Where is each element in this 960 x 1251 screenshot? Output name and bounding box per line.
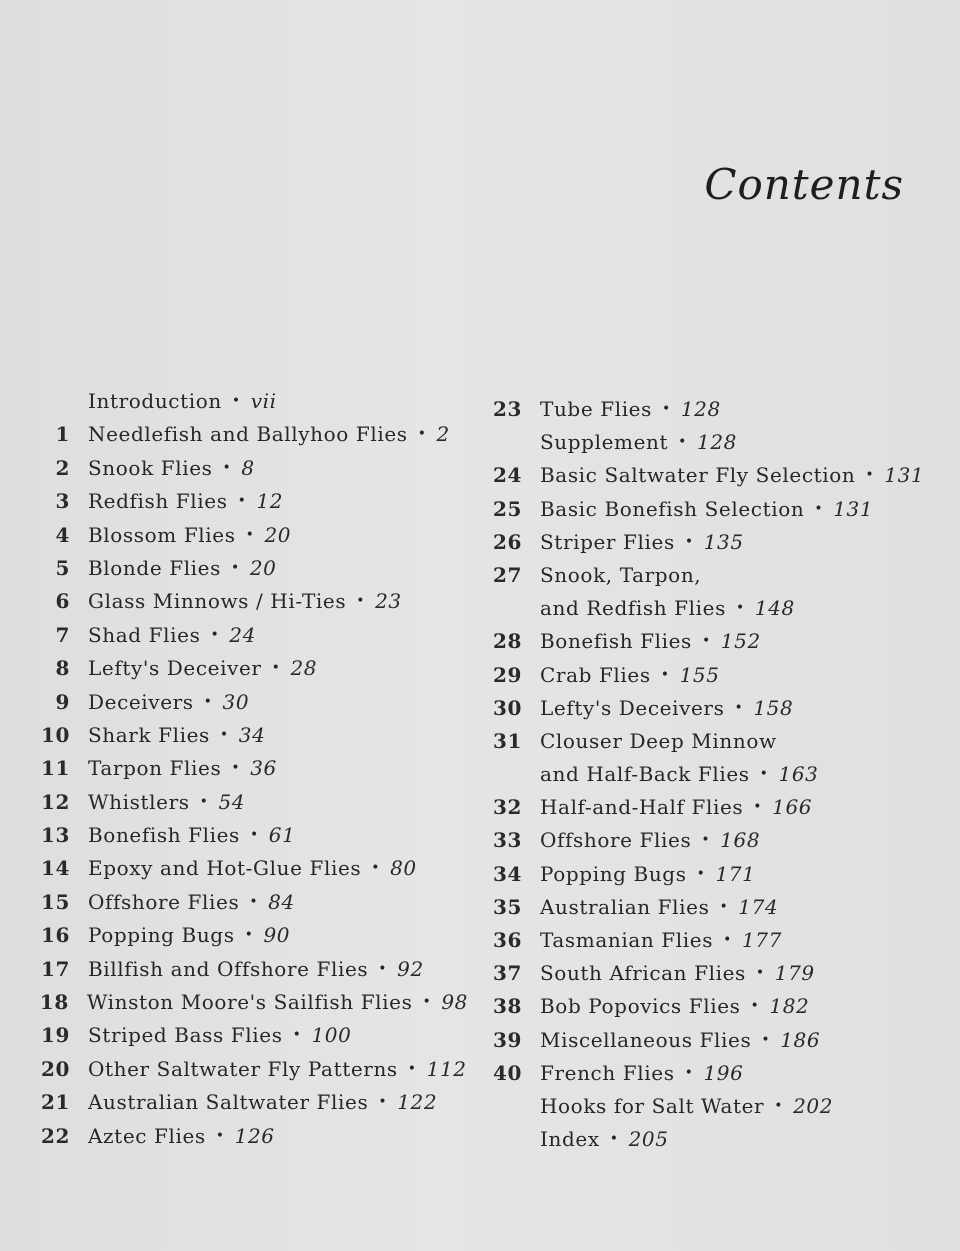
toc-entry (28, 823, 468, 856)
chapter-title: Needlefish and Ballyhoo Flies (88, 422, 408, 447)
chapter-title: French Flies (540, 1060, 675, 1085)
separator-dot: • (371, 860, 381, 877)
chapter-number: 29 (492, 662, 522, 687)
page-number: 196 (703, 1060, 744, 1085)
chapter-number: 24 (492, 463, 522, 488)
chapter-number: 8 (55, 656, 70, 681)
separator-dot: • (814, 500, 824, 517)
toc-entry (490, 629, 930, 662)
separator-dot: • (684, 1064, 694, 1081)
page-number: 122 (397, 1090, 438, 1115)
page-number: 155 (679, 662, 720, 687)
chapter-number: 19 (40, 1023, 70, 1048)
page-number: 152 (720, 629, 761, 654)
chapter-number: 27 (492, 562, 522, 587)
chapter-number: 3 (55, 489, 70, 514)
separator-dot: • (203, 693, 213, 710)
toc-entry (490, 729, 930, 762)
toc-entry (490, 1127, 930, 1160)
toc-entry (28, 723, 468, 756)
chapter-number: 23 (492, 397, 522, 421)
toc-entry (28, 1090, 468, 1123)
toc-entry (490, 696, 930, 729)
separator-dot: • (753, 799, 763, 816)
separator-dot: • (378, 960, 388, 977)
separator-dot: • (199, 793, 209, 810)
toc-entry (28, 389, 468, 422)
page-number: 128 (680, 397, 721, 421)
toc-entry (28, 690, 468, 723)
toc-entry (28, 1124, 468, 1157)
page-number: 205 (628, 1127, 669, 1152)
chapter-title: and Redfish Flies (540, 596, 726, 621)
toc-entry (490, 663, 930, 696)
page-number: 90 (263, 923, 291, 948)
toc-entry (490, 497, 930, 530)
separator-dot: • (249, 893, 259, 910)
page-number: 30 (222, 689, 250, 714)
chapter-title: Epoxy and Hot-Glue Flies (88, 856, 362, 881)
chapter-number: 5 (55, 555, 70, 580)
page-number: 84 (268, 889, 295, 914)
chapter-title: Other Saltwater Fly Patterns (88, 1056, 398, 1081)
toc-entry (28, 623, 468, 656)
separator-dot: • (222, 459, 232, 476)
chapter-title: Winston Moore's Sailfish Flies (86, 990, 413, 1015)
separator-dot: • (719, 898, 729, 915)
separator-dot: • (865, 467, 875, 484)
toc-entry (28, 523, 468, 556)
chapter-title: Redfish Flies (88, 489, 228, 514)
chapter-number: 18 (39, 990, 69, 1015)
chapter-number: 7 (55, 622, 70, 647)
page-number: 135 (703, 529, 744, 554)
chapter-number: 33 (492, 828, 522, 853)
page-number: 166 (772, 795, 813, 820)
toc-entry (28, 489, 468, 522)
chapter-number: 37 (492, 961, 522, 986)
separator-dot: • (219, 726, 229, 743)
page-number: 128 (697, 430, 737, 455)
chapter-title: Introduction (88, 389, 222, 413)
chapter-title: Whistlers (88, 789, 190, 814)
page-number: 148 (754, 596, 795, 621)
toc-entry (28, 456, 468, 489)
separator-dot: • (759, 766, 769, 783)
separator-dot: • (678, 434, 687, 451)
page-number: 12 (256, 489, 284, 514)
separator-dot: • (231, 393, 241, 409)
page-number: 112 (426, 1056, 467, 1081)
chapter-title: Snook, Tarpon, (540, 562, 702, 587)
chapter-number: 28 (492, 629, 522, 654)
page-number: 100 (311, 1023, 352, 1048)
toc-entry (490, 762, 930, 795)
chapter-title: Crab Flies (540, 662, 651, 687)
chapter-number: 17 (40, 956, 70, 981)
chapter-title: Blonde Flies (88, 555, 221, 580)
page-number: 186 (780, 1027, 821, 1052)
page-number: 36 (250, 756, 277, 781)
chapter-number: 39 (492, 1027, 522, 1052)
page-number: 20 (264, 522, 292, 547)
toc-entry (490, 961, 930, 994)
toc-entry (490, 463, 930, 496)
toc-entry (490, 530, 930, 563)
chapter-number: 13 (40, 823, 70, 848)
page-number: vii (250, 389, 277, 413)
page-number: 28 (290, 656, 318, 681)
toc-entry (490, 862, 930, 895)
chapter-title: Index (540, 1127, 600, 1152)
chapter-number: 15 (40, 889, 70, 914)
separator-dot: • (735, 600, 745, 617)
separator-dot: • (210, 626, 220, 643)
chapter-number: 6 (55, 589, 70, 614)
separator-dot: • (723, 932, 732, 948)
toc-entry (490, 1094, 930, 1127)
page-number: 20 (249, 555, 277, 580)
toc-entry (28, 656, 468, 689)
toc-entry (28, 890, 468, 923)
page-number: 61 (268, 823, 296, 848)
chapter-title: Tarpon Flies (88, 756, 222, 781)
chapter-title: Half-and-Half Flies (540, 795, 744, 820)
separator-dot: • (271, 660, 281, 677)
toc-entry (490, 397, 930, 430)
separator-dot: • (701, 832, 711, 849)
page-number: 80 (390, 856, 417, 881)
toc-entry (28, 756, 468, 789)
separator-dot: • (684, 533, 694, 550)
page-number: 131 (833, 496, 874, 521)
chapter-title: Billfish and Offshore Flies (88, 956, 369, 981)
separator-dot: • (696, 865, 706, 882)
separator-dot: • (422, 994, 432, 1011)
separator-dot: • (734, 699, 744, 716)
page-number: 174 (738, 894, 779, 919)
chapter-number: 2 (55, 455, 70, 480)
toc-entry (28, 856, 468, 889)
chapter-title: Popping Bugs (88, 923, 235, 948)
toc-entry (490, 596, 930, 629)
chapter-title: Offshore Flies (88, 889, 240, 914)
toc-entry (28, 957, 468, 990)
toc-entry (490, 430, 930, 463)
chapter-number: 14 (40, 856, 70, 881)
page-number: 8 (241, 455, 255, 480)
page-number: 158 (753, 695, 794, 720)
toc-entry (490, 828, 930, 861)
page-number: 179 (774, 961, 815, 986)
page-number: 131 (884, 463, 925, 488)
toc-entry (28, 1057, 468, 1090)
separator-dot: • (245, 526, 255, 543)
separator-dot: • (609, 1131, 619, 1148)
page-number: 168 (720, 828, 761, 853)
chapter-number: 26 (492, 529, 522, 554)
separator-dot: • (231, 760, 241, 777)
toc-entry (28, 589, 468, 622)
chapter-number: 22 (40, 1123, 70, 1148)
separator-dot: • (662, 401, 671, 417)
chapter-number: 12 (40, 789, 70, 814)
chapter-number: 10 (40, 722, 70, 747)
chapter-number: 30 (492, 695, 522, 720)
chapter-title: Tube Flies (540, 397, 652, 421)
toc-entry (490, 928, 930, 961)
chapter-title: South African Flies (540, 961, 746, 986)
chapter-title: Glass Minnows / Hi-Ties (88, 589, 347, 614)
page-number: 2 (436, 422, 450, 447)
chapter-title: Striped Bass Flies (88, 1023, 283, 1048)
chapter-number: 36 (492, 928, 522, 952)
toc-left-column (28, 389, 468, 1157)
chapter-title: Tasmanian Flies (540, 928, 714, 952)
chapter-title: Hooks for Salt Water (540, 1093, 765, 1118)
toc-entry (490, 1028, 930, 1061)
separator-dot: • (660, 666, 670, 683)
separator-dot: • (774, 1097, 784, 1114)
chapter-number: 32 (492, 795, 522, 820)
separator-dot: • (761, 1031, 771, 1048)
toc-entry (490, 795, 930, 828)
chapter-title: Lefty's Deceiver (88, 656, 262, 681)
page-number: 202 (793, 1093, 834, 1118)
chapter-title: Australian Flies (540, 894, 710, 919)
toc-entry (28, 790, 468, 823)
separator-dot: • (237, 493, 247, 510)
toc-entry (490, 1061, 930, 1094)
chapter-number: 1 (55, 422, 70, 447)
chapter-title: Shark Flies (88, 722, 210, 747)
page-number: 163 (778, 762, 819, 787)
chapter-number: 21 (40, 1090, 70, 1115)
chapter-title: Bonefish Flies (88, 823, 240, 848)
toc-entry (490, 895, 930, 928)
toc-entry (28, 422, 468, 455)
page-number: 92 (397, 956, 424, 981)
toc-entry (490, 563, 930, 596)
page-number: 98 (441, 990, 468, 1015)
chapter-title: Bonefish Flies (540, 629, 692, 654)
separator-dot: • (244, 927, 254, 944)
chapter-number: 4 (55, 522, 70, 547)
toc-entry (28, 990, 468, 1023)
separator-dot: • (755, 965, 765, 982)
toc-entry (490, 994, 930, 1027)
page-number: 182 (769, 994, 810, 1019)
chapter-title: Basic Bonefish Selection (540, 496, 805, 521)
chapter-title: Bob Popovics Flies (540, 994, 741, 1019)
chapter-title: Deceivers (88, 689, 194, 714)
page-number: 23 (375, 589, 402, 614)
page-number: 171 (715, 861, 756, 886)
chapter-number: 11 (40, 756, 70, 781)
chapter-number: 9 (55, 689, 70, 714)
separator-dot: • (230, 559, 240, 576)
chapter-number: 16 (40, 923, 70, 948)
page-number: 24 (229, 622, 256, 647)
chapter-title: Shad Flies (88, 622, 201, 647)
chapter-title: and Half-Back Flies (540, 762, 750, 787)
page-number: 177 (741, 928, 782, 952)
toc-entry (28, 556, 468, 589)
chapter-title: Aztec Flies (88, 1123, 206, 1148)
chapter-number: 20 (40, 1056, 70, 1081)
page-number: 54 (218, 789, 246, 814)
chapter-number: 31 (492, 728, 522, 753)
separator-dot: • (417, 426, 427, 443)
chapter-title: Basic Saltwater Fly Selection (540, 463, 856, 488)
separator-dot: • (249, 827, 259, 844)
separator-dot: • (292, 1027, 302, 1044)
page-number: 126 (234, 1123, 275, 1148)
separator-dot: • (215, 1127, 225, 1144)
chapter-number: 35 (492, 894, 522, 919)
chapter-title: Popping Bugs (540, 861, 687, 886)
chapter-title: Miscellaneous Flies (540, 1027, 752, 1052)
chapter-number: 34 (492, 861, 522, 886)
page-title: Contents (704, 160, 904, 209)
chapter-title: Offshore Flies (540, 828, 692, 853)
separator-dot: • (356, 593, 366, 610)
toc-entry (28, 923, 468, 956)
separator-dot: • (378, 1094, 388, 1111)
chapter-title: Striper Flies (540, 529, 675, 554)
page-number: 34 (238, 722, 266, 747)
chapter-title: Snook Flies (88, 455, 213, 480)
chapter-title: Lefty's Deceivers (540, 695, 725, 720)
chapter-title: Blossom Flies (88, 522, 236, 547)
separator-dot: • (407, 1060, 417, 1077)
chapter-number: 25 (492, 496, 522, 521)
toc-entry (28, 1023, 468, 1056)
chapter-title: Australian Saltwater Flies (88, 1090, 369, 1115)
chapter-title: Supplement (540, 430, 669, 455)
separator-dot: • (750, 998, 760, 1015)
chapter-number: 40 (492, 1060, 522, 1085)
separator-dot: • (701, 633, 711, 650)
toc-right-column (490, 397, 930, 1160)
chapter-number: 38 (492, 994, 522, 1019)
chapter-title: Clouser Deep Minnow (540, 728, 777, 753)
